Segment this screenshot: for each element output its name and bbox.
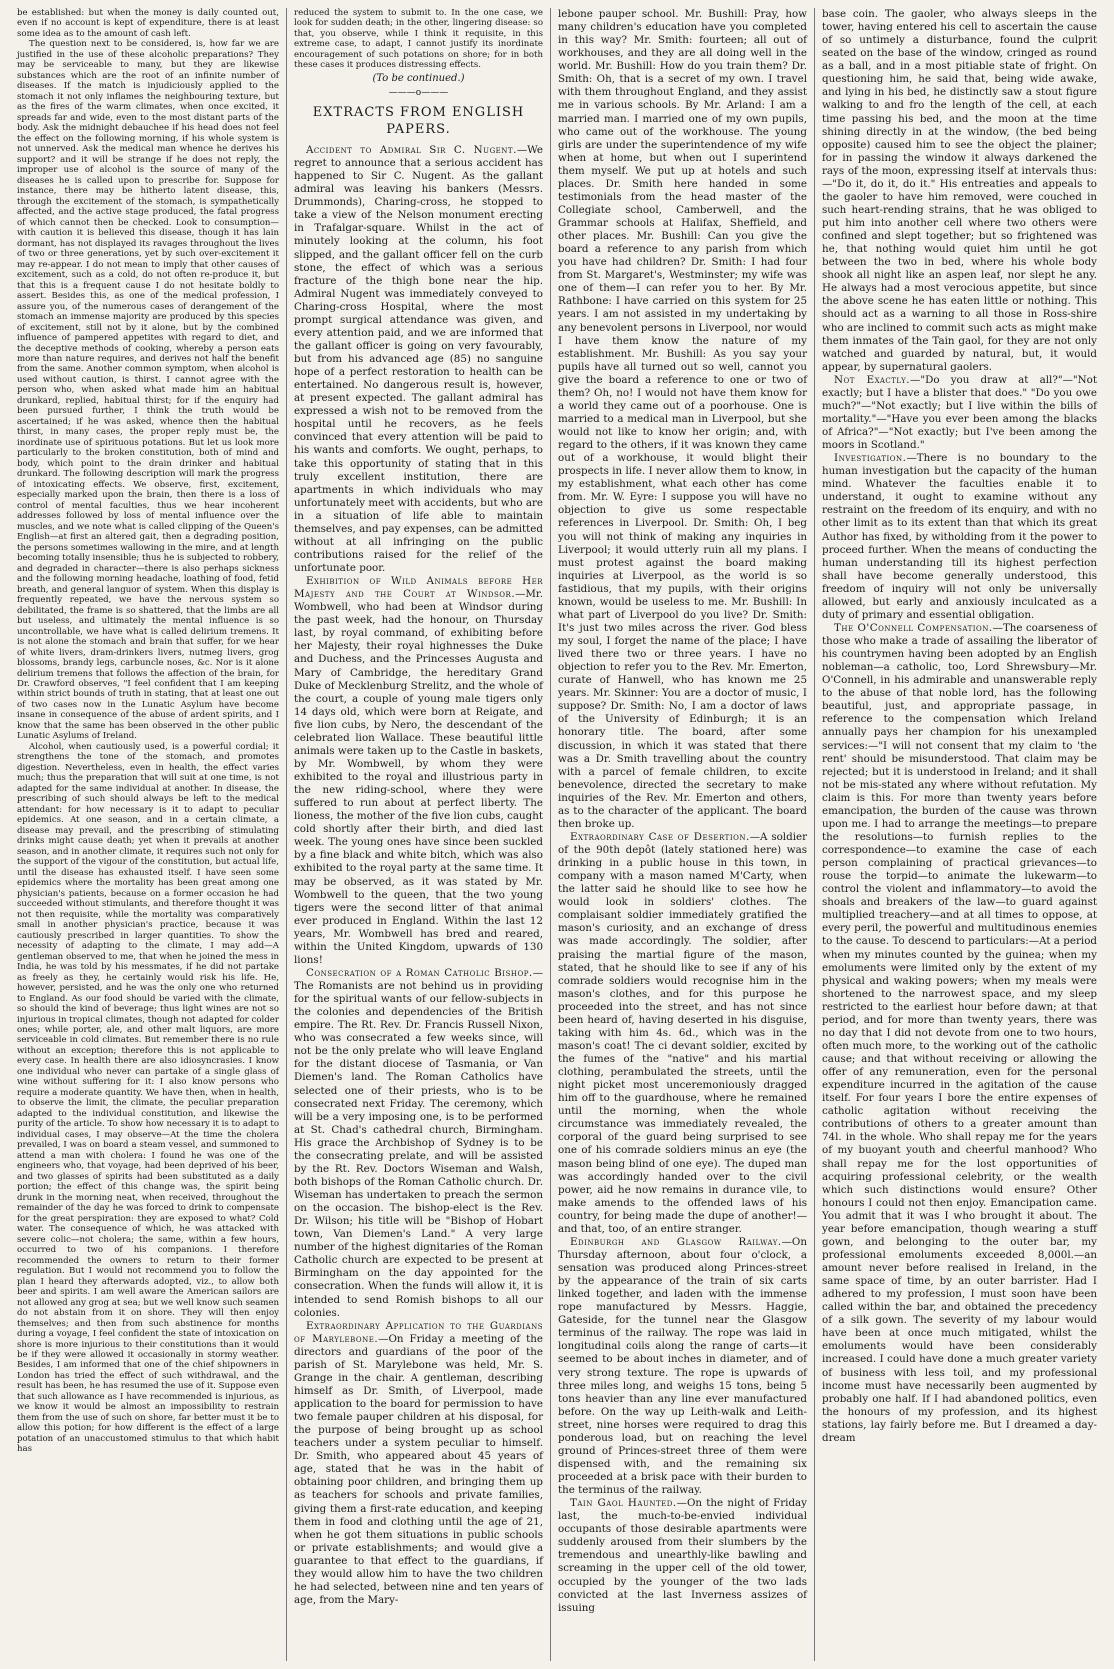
- paragraph: be established: but when the money is daily counted out, even if no account is kept of expenditure, there is at least some idea as to the amount of cash left.: [17, 8, 279, 39]
- paragraph: base coin. The gaoler, who always sleeps in the tower, having entered his cell to ascertain the cause of so untimely a disturbance, found the culprit seated on the base of the window, cringed as round as a ball, and in a most pitiable state of fright. On questioning him, he said that, being wide awake, and lying in his bed, he distinctly saw a stout figure walking to and fro the length of the cell, at each time passing his bed, and the moon at the time shining directly in at the window, (the bed being opposite) caused him to see the object the plainer; for in passing the window it always darkened the rays of the moon, expressing itself at intervals thus:—"Do it, do it, do it." His entreaties and appeals to the gaoler to have him removed, were couched in such heart-rending strains, that he was obliged to put him into another cell where two others were confined and slept together; but so frightened was he, that nothing would quiet him until he got between the two in bed, where his whole body shook all night like an aspen leaf, nor slept he any. He always had a most verocious appetite, but since the above scene he has eaten little or nothing. This should act as a warning to all those in Ross-shire who are inclined to commit such acts as might make them inmates of the Tain gaol, for they are not only watched and guarded by natural, but, it would appear, by supernatural gaolers.: [822, 8, 1097, 373]
- paragraph: Alcohol, when cautiously used, is a powerful cordial; it strengthens the tone of the stomach, and promotes digestion. Nevertheless, even in health, the effect varies much; thus the preparation that will suit at one time, is not adapted for the same individual at another. In disease, the prescribing of such should always be left to the medical attendant: for how necessary is it to adapt to peculiar epidemics. At one season, and in a certain climate, a disease may prevail, and the prescribing of stimulating drinks might cause death; yet when it prevails at another season, and in another climate, it requires such not only for the support of the vigour of the constitution, but actual life, until the disease has exhausted itself. I have seen some epidemics where the mortality has been great among one physician's patients, because on a former occasion he had succeeded without stimulants, and therefore thought it was not then requisite, while the mortality was comparatively small in another physician's practice, because it was cautiously prescribed in larger quantities. To show the necessity of adapting to the climate, I may add—A gentleman observed to me, that when he joined the mess in India, he was told by his messmates, if he did not partake as freely as they, he certainly would risk his life. He, however, persisted, and he was the only one who returned to England. As our food should be varied with the climate, so should the kind of beverage; thus light wines are not so injurious in tropical climates, though not adapted for colder ones; while porter, ale, and other malt liquors, are more serviceable in cold climates. But remember there is no rule without an exception; therefore this is not applicable to every case. In health there are also idiosyncrasies. I know one individual who never can partake of a single glass of wine without suffering for it: I also know persons who require a moderate quantity. We have then, when in health, to observe the limit, the climate, the peculiar preparation adapted to the individual constitution, and likewise the purity of the article. To show how necessary it is to adapt to individual cases, I may observe—At the time the cholera prevailed, I was on board a steam vessel, and summoned to attend a man with cholera: I found he was one of the engineers who, that voyage, had been deprived of his beer, and two glasses of spirits had been substituted as a daily portion; the effect of this change was, the spirit being drunk in the morning neat, when received, throughout the remainder of the day he was forced to drink to compensate for the great perspiration: they are exposed to what? Cold water. The consequence of which, he was attacked with severe colic—not cholera; the same, within a few hours, occurred to two of his companions. I therefore recommended the owners to return to their former regulation. But I would not recommend you to follow the plan I heard they afterwards adopted, viz., to allow both beer and spirits. I am well aware the American sailors are not allowed any grog at sea; but we well know such seamen do not abstain from it on shore. They will then enjoy themselves; and then from such abstinence for months during a voyage, I feel confident the state of intoxication on shore is more injurious to their constitutions than it would be if they were allowed it occasionally in stormy weather. Besides, I am informed that one of the chief shipowners in London has tried the effect of such withdrawal, and the result has been, he has resumed the use of it. Suppose even that such allowance as I have recommended is injurious, as we know it would be almost an impossibility to restrain them from the use of such on shore, far better must it be to allow this potion; for how different is the effect of a large potation of an unaccustomed stimulus to that which habit has: [17, 741, 280, 1455]
- article-body: —We regret to announce that a serious accident has happened to Sir C. Nugent. As the gallant admiral was leaving his bankers (Messrs. Drummonds), Charing-cross, he stopped to take a view of the Nelson monument erecting in Trafalgar-square. Whilst in the act of minutely looking at the column, his foot slipped, and the gallant officer fell on the curb stone, the effect of which was a serious fracture of the thigh bone near the hip. Admiral Nugent was immediately conveyed to Charing-cross Hospital, where the most prompt surgical attendance was given, and every attention paid, and we are informed that the gallant officer is going on very favourably, but from his advanced age (85) no sanguine hope of a perfect restoration to health can be entertained. No dangerous result is, however, at present expected. The gallant admiral has expressed a wish not to be removed from the hospital until he recovers, as he feels convinced that every attention will be paid to his wants and comforts. We ought, perhaps, to take this opportunity of stating that in this truly excellent institution, there are apartments in which individuals who may unfortunately meet with accidents, but who are in a situation of life able to maintain themselves, and pay expenses, can be admitted without at all infringing on the public contributions raised for the relief of the unfortunate poor.: [294, 144, 543, 575]
- article: [294, 967, 543, 1320]
- article-heading: Tain Gaol Haunted.: [570, 1497, 677, 1510]
- column-2: [286, 8, 550, 1661]
- article: [822, 374, 1097, 452]
- article-heading: Not Exactly.: [834, 373, 911, 386]
- article-body: —On Thursday afternoon, about four o'clock, a sensation was produced along Princes-street by the appearance of the train of six carts linked together, and laden with the immense rope manufactured by Messrs. Haggie, Gateside, for the tunnel near the Glasgow terminus of the railway. The rope was laid in longitudinal coils along the range of carts—it seemed to be about inches in diameter, and of very strong texture. The rope is upwards of three miles long, and weighs 15 tons, being 5 tons heavier than any line ever manufactured before. On the way up Leith-walk and Leith-street, nine horses were required to drag this ponderous load, but on reaching the level ground of Princes-street three of them were dispensed with, and the remaining six proceeded at a brisk pace with their burden to the terminus of the railway.: [558, 1235, 807, 1497]
- article-heading: The O'Connell Compensation.: [834, 621, 993, 634]
- article-body: —Mr. Wombwell, who had been at Windsor during the past week, had the honour, on Thursday last, by royal command, of exhibiting before her Majesty, their royal highnesses the Duke and Duchess, and the Princesses Augusta and Mary of Cambridge, the hereditary Grand Duke of Mecklenburg Strelitz, and the whole of the court, a couple of young male tigers only 14 days old, which were born at Reigate, and five lion cubs, by Nero, the descendant of the celebrated lion Wallace. These beautiful little animals were taken up to the Castle in baskets, by Mr. Wombwell, by whom they were exhibited to the royal and illustrious party in the new riding-school, where they were suffered to run about at perfect liberty. The lioness, the mother of the five lion cubs, caught cold shortly after their birth, and died last week. The young ones have since been suckled by a fine black and white bitch, which was also exhibited to the royal party at the same time. It may be observed, as it was stated by Mr. Wombwell to the queen, that the two young tigers were the second litter of that animal ever produced in England. Within the last 12 years, Mr. Wombwell has bred and reared, within the United Kingdom, upwards of 130 lions!: [294, 588, 543, 966]
- section-rule: ———o———: [388, 87, 449, 98]
- article-heading: Exhibition of Wild Animals before Her Majesty and the Court at Windsor.: [294, 575, 543, 601]
- article: [558, 1236, 807, 1497]
- article-heading: Consecration of a Roman Catholic Bishop.: [306, 966, 533, 979]
- article-body: —A soldier of the 90th depôt (lately stationed here) was drinking in a public house in this town, in company with a mason named M'Carty, when the latter said he should like to see how he would look in soldiers' clothes. The complaisant soldier immediately gratified the mason's curiosity, and an exchange of dress was made accordingly. The soldier, after praising the martial figure of the mason, stated, that he should like to see if any of his comrade soldiers would recognise him in the mason's clothes, and for this purpose he proceeded into the street, and has not since been heard of, having deserted in his disguise, taking with him 4s. 6d., which was in the mason's coat! The ci devant soldier, excited by the fumes of the "native" and his martial clothing, perambulated the streets, until the night picket most unceremoniously dragged him off to the guardhouse, where he remained until the morning, when the whole circumstance was immediately revealed, the corporal of the guard being surprised to see one of his comrade soldiers minus an eye (the mason being blind of one eye). The duped man was accordingly handed over to the civil power, aid he now remains in durance vile, to make amends to the offended laws of his country, for being made the dupe of another!—and that, too, of an entire stranger.: [558, 830, 807, 1235]
- article-heading: Extraordinary Application to the Guardians of Marylebone.: [294, 1319, 543, 1345]
- article-heading: Investigation.: [834, 452, 907, 465]
- column-1: [10, 8, 286, 1661]
- continued-note: (To be continued.): [372, 72, 465, 84]
- article-heading: Extraordinary Case of Desertion.: [570, 830, 750, 843]
- article-body: —There is no boundary to the human investigation but the capacity of the human mind. Whatever the faculties enable it to understand, it ought to examine without any restraint on the freedom of its enquiry, and with no other limit as to its extent than that which its great Author has fixed, by witholding from it the power to proceed further. When the means of conducting the human understanding till its highest perfection shall have become generally understood, this freedom of inquiry will not only be universally allowed, but early and anxiously inculcated as a duty of primary and essential obligation.: [822, 452, 1097, 621]
- paragraph: lebone pauper school. Mr. Bushill: Pray, how many children's education have you completed in this way? Mr. Smith: fourteen; all out of workhouses, and they are all doing well in the world. Mr. Bushill: How do you train them? Dr. Smith: Oh, that is a secret of my own. I travel with them throughout England, and they assist me in various schools. By Mr. Arland: I am a married man. I married one of my own pupils, who came out of the workhouse. The young girls are under the superintendence of my wife when at home, but when out I superintend them myself. We put up at hotels and such places. Dr. Smith here handed in some testimonials from the head master of the Collegiate school, Camberwell, and the Grammar schools at Halifax, Sheffield, and other places. Mr. Bushill: Can you give the board a reference to any parish from which you have had children? Dr. Smith: I had four from St. Margaret's, Westminster; my wife was one of them—I can refer you to her. By Mr. Rathbone: I have carried on this system for 25 years. I am not assisted in my undertaking by any benevolent persons in Liverpool, nor would I have them know the nature of my establishment. Mr. Bushill: As you say your pupils have all turned out so well, cannot you give the board a reference to one or two of them? Oh, no! I would not have them know for a world they came out of a poorhouse. One is married to a medical man in Liverpool, but she would not like to know her origin; and, with regard to the others, if it was known they came out of a workhouse, it would blight their prospects in life. I never allow them to know, in my establishment, what each other has come from. Mr. W. Eyre: I suppose you will have no objection to give us some respectable references in Liverpool. Dr. Smith: Oh, I beg you will not think of making any inquiries in Liverpool; it would utterly ruin all my plans. I must protest against the board making inquiries at Liverpool, as the world is so fastidious, that my pupils, with their origins known, would be useless to me. Mr. Bushill: In what part of Liverpool do you live? Dr. Smith: It's just two miles across the river. God bless my soul, I forget the name of the place; I have lived there two or three years. I have no objection to refer you to the Rev. Mr. Emerton, curate of Hanwell, who has known me 25 years. Mr. Skinner: You are a doctor of music, I suppose? Dr. Smith: No, I am a doctor of laws of the University of Edinburgh; it is an honorary title. The board, after some discussion, in which it was stated that there was a Dr. Smith travelling about the country with a parcel of female children, to excite benevolence, directed the secretary to make inquiries of the Rev. Mr. Emerton and others, as to the character of the applicant. The board then broke up.: [558, 8, 807, 830]
- column-4: [814, 8, 1104, 1661]
- article: [294, 575, 543, 967]
- article-body: —On Friday a meeting of the directors and guardians of the poor of the parish of St. Marylebone was held, Mr. S. Grange in the chair. A gentleman, describing himself as Dr. Smith, of Liverpool, made application to the board for permission to have two female pauper children at his disposal, for the purpose of being brought up as school teachers under a system peculiar to himself. Dr. Smith, who appeared about 45 years of age, stated that he was in the habit of obtaining poor children, and bringing them up as teachers for schools and private families, giving them a first-rate education, and keeping them in food and clothing until the age of 21, when he got them situations in public schools or private establishments; and would give a guarantee to that effect to the guardians, if they would allow him to have the two children he had selected, between nine and ten years of age, from the Mary-: [294, 1332, 543, 1606]
- article-body: —"Do you draw at all?"—"Not exactly; but I have a blister that does." "Do you owe much?"—"Not exactly; but I live within the bills of mortality."—"Have you ever been among the blacks of Africa?"—"Not exactly; but I've been among the moors in Scotland.": [822, 373, 1097, 452]
- section-title: EXTRACTS FROM ENGLISH PAPERS.: [312, 105, 525, 137]
- article: [558, 831, 807, 1236]
- column-3: [550, 8, 814, 1661]
- article: [822, 452, 1097, 622]
- article: [294, 1320, 543, 1607]
- article-body: —The coarseness of those who make a trade of assailing the liberator of his countrymen having been adopted by an English nobleman—a catholic, too, Lord Shrewsbury—Mr. O'Connell, in his admirable and unanswerable reply to the abuse of that noble lord, has the following beautiful, just, and appropriate passage, in reference to the compensation which Ireland annually pays her champion for his unexampled services:—"I will not consent that my claim to 'the rent' should be misunderstood. That claim may be rejected; but it is understood in Ireland; and it shall not be mis-stated any where without refutation. My claim is this. For more than twenty years before emancipation, the burden of the cause was thrown upon me. I had to arrange the meetings—to prepare the resolutions—to furnish replies to the correspondence—to examine the case of each person complaining of practical grievances—to rouse the torpid—to animate the lukewarm—to control the violent and inflammatory—to avoid the shoals and breakers of the law—to guard against multiplied treachery—and at all times to oppose, at every peril, the powerful and multitudinous enemies to the cause. To descend to particulars:—At a period when my minutes counted by the guinea; when my emoluments were limited only by the extent of my physical and waking powers; when my meals were shortened to the narrowest space, and my sleep restricted to the earliest hour before dawn; at that period, and for more than twenty years, there was no day that I did not devote from one to two hours, often much more, to the working out of the catholic cause; and that without receiving or allowing the offer of any remuneration, even for the personal expenditure incurred in the agitation of the cause itself. For four years I bore the entire expenses of catholic agitation without receiving the contributions of others to a greater amount than 74l. in the whole. Who shall repay me for the years of my buoyant youth and cheerful manhood? Who shall repay me for the lost opportunities of acquiring professional celebrity, or the wealth which such distinctions would ensure? Other honours I could not then enjoy. Emancipation came. You admit that it was I who brought it about. The year before emancipation, though wearing a stuff gown, and belonging to the outer bar, my professional emoluments exceeded 8,000l.—an amount never before realised in Ireland, in the same space of time, by an outer barrister. Had I adhered to my profession, I must soon have been called within the bar, and obtained the precedency of a silk gown. The severity of my labour would have been at once much mitigated, whilst the emoluments would have been considerably increased. I could have done a much greater variety of business with less toil, and my professional income must have necessarily been augmented by probably one half. If I had abandoned politics, even the honours of my profession, and its highest stations, lay fairly before me. But I dreamed a day-dream: [822, 621, 1097, 1444]
- article-body: —On the night of Friday last, the much-to-be-envied individual occupants of those desirable apartments were suddenly aroused from their slumbers by the tremendous and unearthly-like bawling and screaming in the upper cell of the old tower, occupied by the younger of the two lads convicted at the last Inverness assizes of issuing: [558, 1497, 807, 1614]
- paragraph: reduced the system to submit to. In the one case, we look for sudden death; in the other, lingering disease: so that, you observe, while I think it requisite, in this extreme case, to adapt, I cannot justify its inordinate encouragement of such potations on shore; for in both these cases it produces distressing effects.: [294, 8, 543, 71]
- article-body: —The Romanists are not behind us in providing for the spiritual wants of our fellow-subjects in the colonies and dependencies of the British empire. The Rt. Rev. Dr. Francis Russell Nixon, who was consecrated a few weeks since, will not be the only prelate who will leave England for the distant diocese of Tasmania, or Van Diemen's land. The Roman Catholics have selected one of their priests, who is to be consecrated next Friday. The ceremony, which will be a very imposing one, is to be performed at St. Chad's cathedral church, Birmingham. His grace the Archbishop of Sydney is to be the consecrating prelate, and will be assisted by the Rt. Rev. Doctors Wiseman and Walsh, both bishops of the Roman Catholic church. Dr. Wiseman has undertaken to preach the sermon on the occasion. The bishop-elect is the Rev. Dr. Wilson; his title will be "Bishop of Hobart town, Van Diemen's Land." A very large number of the highest dignitaries of the Roman Catholic church are expected to be present at Birmingham on the day appointed for the consecration. When the funds will allow it, it is intended to send Romish bishops to all our colonies.: [294, 966, 543, 1319]
- paragraph: The question next to be considered, is, how far we are justified in the use of these alcoholic preparations? They may be serviceable to many, but they are likewise substances which are the root of an infinite number of diseases. If the match is injudiciously applied to the stomach it not only inflames the neighbouring texture, but as the fires of the warm climates, when once excited, it spreads far and wide, even to the most distant parts of the body. Ask the midnight debauchee if his head does not feel the effect on the following morning, if his whole system is not unnerved. Ask the medical man whence he derives his support? and it will be strange if he does not reply, the improper use of alcohol is the source of many of the diseases he is called upon to prescribe for. Suppose for instance, there may be hitherto latent disease, this, through the excitement of the stomach, is sympathetically affected, and the active stage produced, the fatal progress of which cannot then be checked. Look to consumption—with caution it is believed this disease, though it has lain dormant, has not displayed its ravages throughout the lives of two or three generations, yet by such over-excitement it may re-appear. I do not mean to imply that other causes of excitement, such as a cold, do not often re-produce it, but that this is a frequent cause I do not hesitate boldly to assert. Besides this, as one of the medical profession, I assure you, of the numerous cases of derangement of the stomach an immense majority are produced by this species of excitement, still not by it alone, but by the combined influence of pampered appetites with regard to diet, and the deceptive methods of cooking, whereby a person eats more than nature requires, and derives not half the benefit from the same. Another common symptom, when alcohol is used without caution, is thirst. I cannot agree with the person who, when asked what made him an habitual drunkard, replied, habitual thirst; for if the enquiry had been pursued further, I think the truth would be ascertained; if he was asked, whence then the habitual thirst, in many cases, the proper reply must be, the inordinate use of spirituous potations. But let us look more particularly to the broken constitution, both of mind and body, which point to the drain drinker and habitual drunkard. The following description will mark the progress of intoxicating effects. We observe, first, excitement, especially marked upon the brain, then there is a loss of control of mental faculties, thus we hear incoherent addresses followed by loss of mental influence over the muscles, and we note what is called clipping of the Queen's English—at first an altered gait, then a degrading position, the persons sometimes wallowing in the mire, and at length becoming totally insensible; thus he is subjected to robbery, and degraded in character—there is also perhaps sickness and the following morning headache, loathing of food, fetid breath, and general languor of system. When this display is frequently repeated, we have the nervous system so debilitated, the frame is so shattered, that the limbs are all but useless, and ultimately the mental influence is so uncontrollable, we have what is called delirium tremens. It is not alone the stomach and brain that suffer, for we hear of white livers, dram-drinkers livers, nutmeg livers, grog blossoms, brandy legs, carbuncle noses, &c. Nor is it alone delirium tremens that follows the affection of the brain, for Dr. Crawford observes, "I feel confident that I am keeping within strict bounds of truth in stating, that at least one out of two cases now in the Lunatic Asylum have become insane in consequence of the abuse of ardent spirits, and I know that the same has been observed in the other public Lunatic Asylums of Ireland.: [17, 39, 279, 742]
- article: [558, 1497, 807, 1615]
- article-heading: Edinburgh and Glasgow Railway.: [570, 1235, 782, 1248]
- article: [822, 622, 1097, 1445]
- article-heading: Accident to Admiral Sir C. Nugent.: [306, 144, 517, 157]
- article: [294, 144, 543, 575]
